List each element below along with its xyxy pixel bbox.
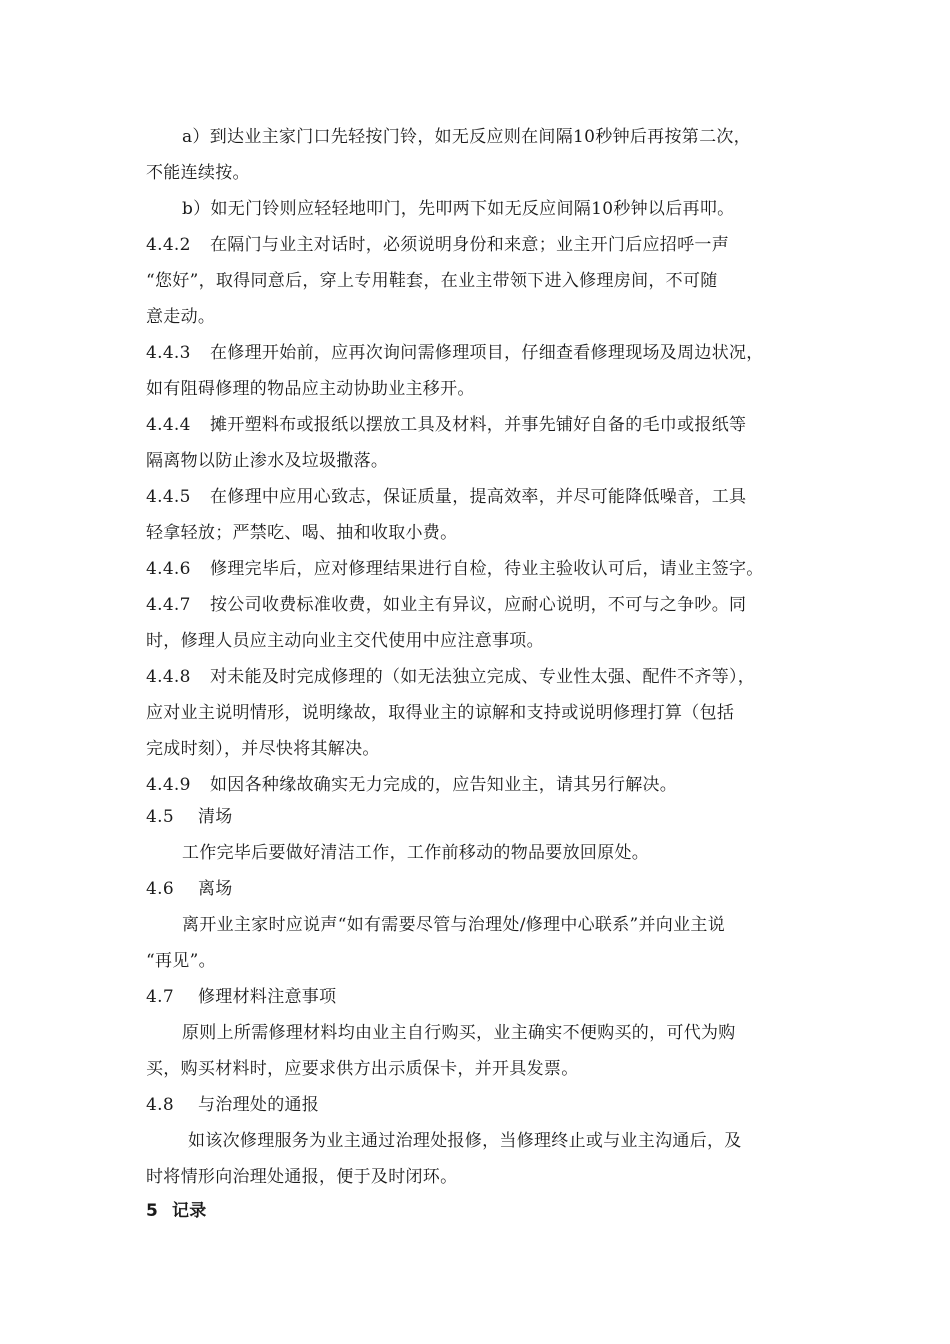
section-title: 记录 <box>172 1201 207 1221</box>
section-title: 修理材料注意事项 <box>198 987 337 1007</box>
section-number: 4.4.9 <box>146 775 191 795</box>
section-4-4-5-line2: 轻拿轻放；严禁吃、喝、抽和收取小费。 <box>146 523 458 543</box>
section-text: 按公司收费标准收费，如业主有异议，应耐心说明，不可与之争吵。同 <box>210 595 747 615</box>
section-number: 4.5 <box>146 807 174 827</box>
section-title: 离场 <box>198 879 233 899</box>
section-4-4-7-line1 <box>146 594 746 616</box>
paragraph-a-line2: 不能连续按。 <box>146 163 250 183</box>
section-number: 4.7 <box>146 987 174 1007</box>
section-text: 在修理中应用心致志，保证质量，提高效率，并尽可能降低噪音，工具 <box>210 487 747 507</box>
section-4-7-heading <box>146 986 336 1008</box>
section-4-4-7-line2: 时，修理人员应主动向业主交代使用中应注意事项。 <box>146 631 544 651</box>
section-4-4-6-line1 <box>146 558 764 580</box>
section-4-4-2-line3: 意走动。 <box>146 307 216 327</box>
paragraph-a-line1: a）到达业主家门口先轻按门铃，如无反应则在间隔10秒钟后再按第二次， <box>182 127 751 147</box>
section-4-4-8-line2: 应对业主说明情形，说明缘故，取得业主的谅解和支持或说明修理打算（包括 <box>146 703 735 723</box>
section-number: 4.4.6 <box>146 559 191 579</box>
section-4-4-2-line1 <box>146 234 729 256</box>
section-title: 清场 <box>198 807 233 827</box>
section-4-8-line1: 如该次修理服务为业主通过治理处报修，当修理终止或与业主沟通后，及 <box>188 1131 742 1151</box>
section-4-4-2-line2: “您好”，取得同意后，穿上专用鞋套，在业主带领下进入修理房间，不可随 <box>146 271 718 291</box>
section-4-5-body: 工作完毕后要做好清洁工作，工作前移动的物品要放回原处。 <box>182 843 650 863</box>
section-number: 4.8 <box>146 1095 174 1115</box>
section-4-5-heading <box>146 806 233 828</box>
section-4-6-line1: 离开业主家时应说声“如有需要尽管与治理处/修理中心联系”并向业主说 <box>182 915 726 935</box>
section-4-4-4-line2: 隔离物以防止渗水及垃圾撒落。 <box>146 451 389 471</box>
section-4-7-line1: 原则上所需修理材料均由业主自行购买，业主确实不便购买的，可代为购 <box>182 1023 736 1043</box>
section-4-6-heading <box>146 878 233 900</box>
section-text: 对未能及时完成修理的（如无法独立完成、专业性太强、配件不齐等）， <box>210 667 756 687</box>
section-text: 如因各种缘故确实无力完成的，应告知业主，请其另行解决。 <box>210 775 678 795</box>
section-4-4-5-line1 <box>146 486 746 508</box>
section-title: 与治理处的通报 <box>198 1095 320 1115</box>
section-text: 摊开塑料布或报纸以摆放工具及材料，并事先铺好自备的毛巾或报纸等 <box>210 415 747 435</box>
section-number: 4.4.8 <box>146 667 191 687</box>
section-4-4-9-line1 <box>146 774 677 796</box>
section-number: 4.4.4 <box>146 415 191 435</box>
section-number: 4.6 <box>146 879 174 899</box>
section-number: 4.4.5 <box>146 487 191 507</box>
section-text: 在隔门与业主对话时，必须说明身份和来意；业主开门后应招呼一声 <box>210 235 729 255</box>
section-4-4-3-line1 <box>146 342 764 364</box>
section-text: 在修理开始前，应再次询问需修理项目，仔细查看修理现场及周边状况， <box>210 343 764 363</box>
section-text: 修理完毕后，应对修理结果进行自检，待业主验收认可后，请业主签字。 <box>210 559 764 579</box>
paragraph-b-line1: b）如无门铃则应轻轻地叩门，先叩两下如无反应间隔10秒钟以后再叩。 <box>182 199 735 219</box>
section-number: 5 <box>146 1201 159 1221</box>
section-4-4-4-line1 <box>146 414 746 436</box>
section-number: 4.4.2 <box>146 235 191 255</box>
section-number: 4.4.3 <box>146 343 191 363</box>
section-4-6-line2: “再见”。 <box>146 951 216 971</box>
section-number: 4.4.7 <box>146 595 191 615</box>
section-4-7-line2: 买，购买材料时，应要求供方出示质保卡，并开具发票。 <box>146 1059 579 1079</box>
section-4-8-heading <box>146 1094 319 1116</box>
section-5-heading <box>146 1200 207 1222</box>
section-4-8-line2: 时将情形向治理处通报，便于及时闭环。 <box>146 1167 458 1187</box>
section-4-4-8-line3: 完成时刻），并尽快将其解决。 <box>146 739 380 759</box>
section-4-4-8-line1 <box>146 666 755 688</box>
section-4-4-3-line2: 如有阻碍修理的物品应主动协助业主移开。 <box>146 379 475 399</box>
